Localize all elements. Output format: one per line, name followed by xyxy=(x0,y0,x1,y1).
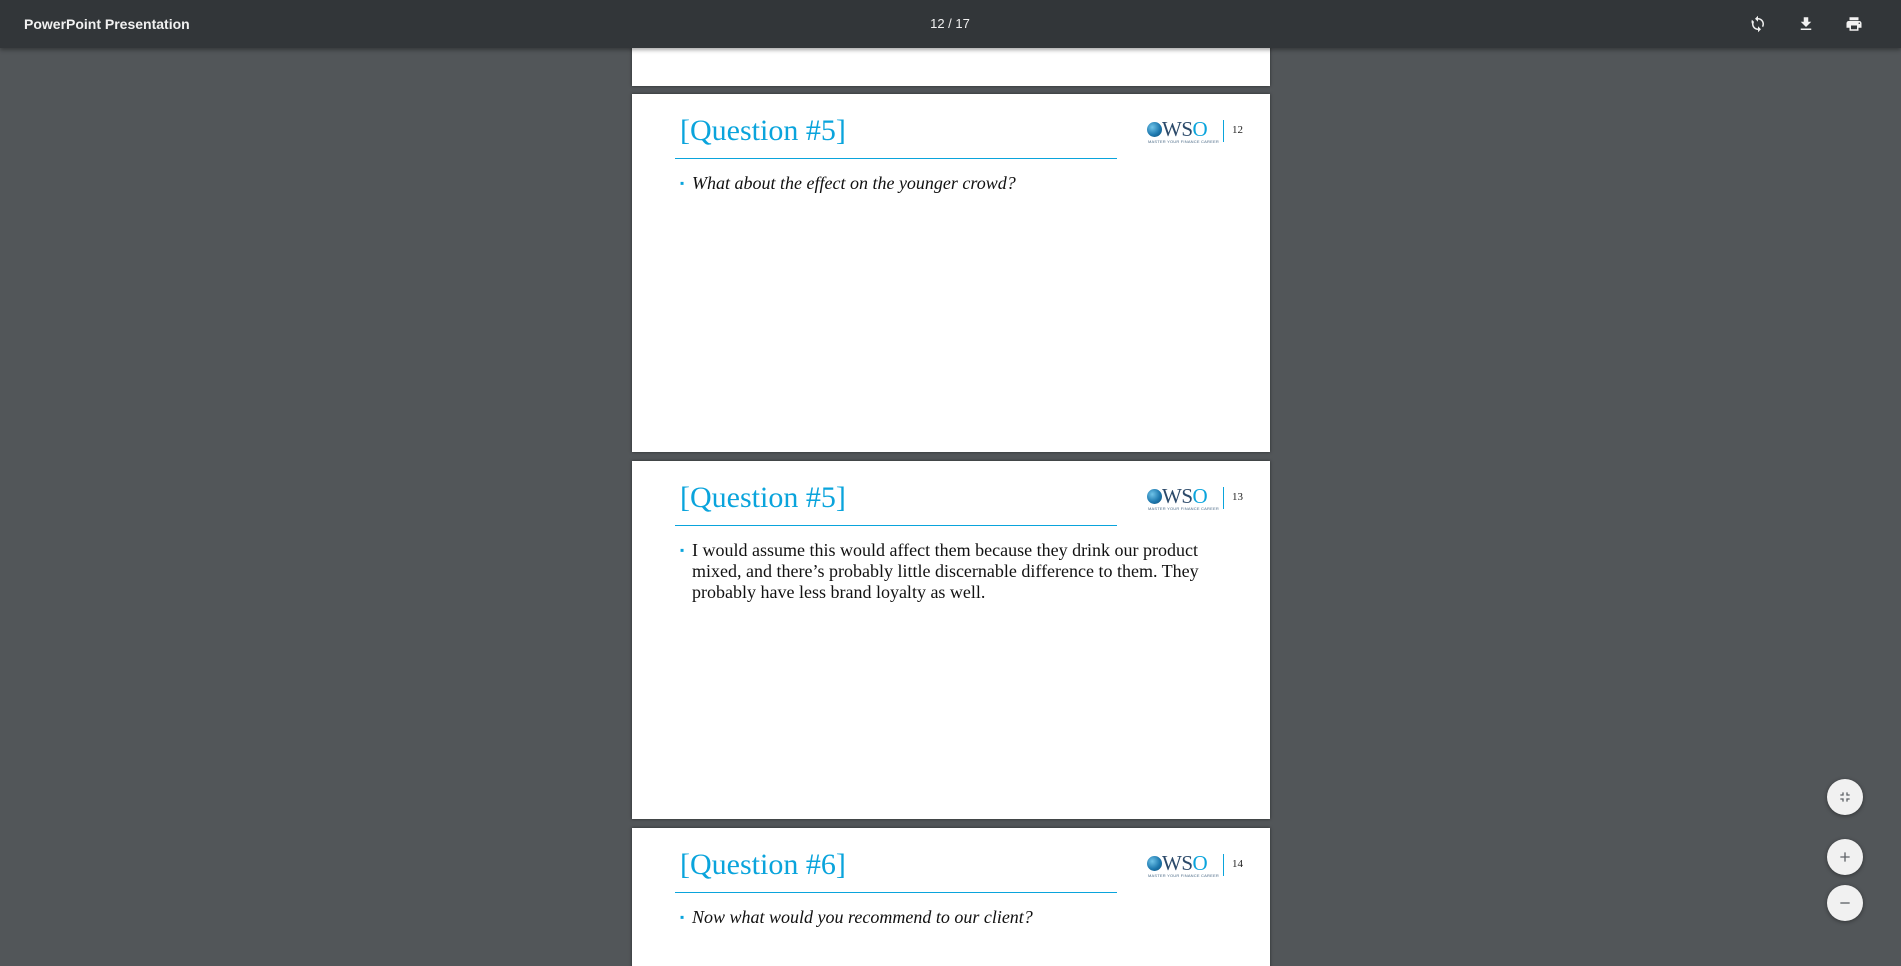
wso-logo xyxy=(1147,485,1219,513)
slide-title: [Question #5] xyxy=(680,481,846,514)
document-title: PowerPoint Presentation xyxy=(24,16,190,32)
zoom-in-button[interactable] xyxy=(1827,839,1863,875)
document-viewer[interactable] xyxy=(0,48,1901,966)
globe-icon xyxy=(1147,122,1162,137)
title-underline xyxy=(675,525,1117,526)
slide-title: [Question #6] xyxy=(680,848,846,881)
rotate-icon xyxy=(1749,15,1767,33)
rotate-button[interactable] xyxy=(1742,8,1774,40)
slide-page-11 xyxy=(632,48,1270,86)
logo-tagline: MASTER YOUR FINANCE CAREER xyxy=(1148,139,1219,144)
zoom-out-icon xyxy=(1837,895,1853,911)
globe-icon xyxy=(1147,856,1162,871)
print-icon xyxy=(1845,15,1863,33)
slide-page-number: 12 xyxy=(1232,124,1243,136)
bullet-icon: ▪ xyxy=(680,543,685,557)
slide-page-13 xyxy=(632,461,1270,819)
slide-bullet xyxy=(680,907,1252,928)
slide-page-number: 14 xyxy=(1232,858,1243,870)
slide-page-14 xyxy=(632,828,1270,966)
download-icon xyxy=(1797,15,1815,33)
logo-text: WSO xyxy=(1162,484,1208,508)
zoom-in-icon xyxy=(1837,849,1853,865)
wso-logo xyxy=(1147,852,1219,880)
slide-bullet xyxy=(680,540,1232,603)
logo-separator xyxy=(1223,854,1224,876)
bullet-text: I would assume this would affect them because they drink our product mixed, and there’s probably little discernable difference to them. They probably have less brand loyalty as well. xyxy=(692,540,1199,602)
logo-tagline: MASTER YOUR FINANCE CAREER xyxy=(1148,873,1219,878)
logo-tagline: MASTER YOUR FINANCE CAREER xyxy=(1148,506,1219,511)
page-indicator[interactable]: 12 / 17 xyxy=(930,16,970,31)
download-button[interactable] xyxy=(1790,8,1822,40)
logo-separator xyxy=(1223,487,1224,509)
bullet-icon: ▪ xyxy=(680,176,685,190)
zoom-out-button[interactable] xyxy=(1827,885,1863,921)
title-underline xyxy=(675,892,1117,893)
print-button[interactable] xyxy=(1838,8,1870,40)
fit-to-page-icon xyxy=(1837,789,1853,805)
logo-text: WSO xyxy=(1162,851,1208,875)
bullet-text: Now what would you recommend to our client? xyxy=(692,907,1033,927)
slide-bullet xyxy=(680,173,1252,194)
bullet-text: What about the effect on the younger crowd? xyxy=(692,173,1016,193)
logo-separator xyxy=(1223,120,1224,142)
fit-to-page-button[interactable] xyxy=(1827,779,1863,815)
logo-text: WSO xyxy=(1162,117,1208,141)
slide-title: [Question #5] xyxy=(680,114,846,147)
slide-page-number: 13 xyxy=(1232,491,1243,503)
slide-page-12 xyxy=(632,94,1270,452)
wso-logo xyxy=(1147,118,1219,146)
title-underline xyxy=(675,158,1117,159)
bullet-icon: ▪ xyxy=(680,910,685,924)
globe-icon xyxy=(1147,489,1162,504)
pdf-toolbar xyxy=(0,0,1901,48)
